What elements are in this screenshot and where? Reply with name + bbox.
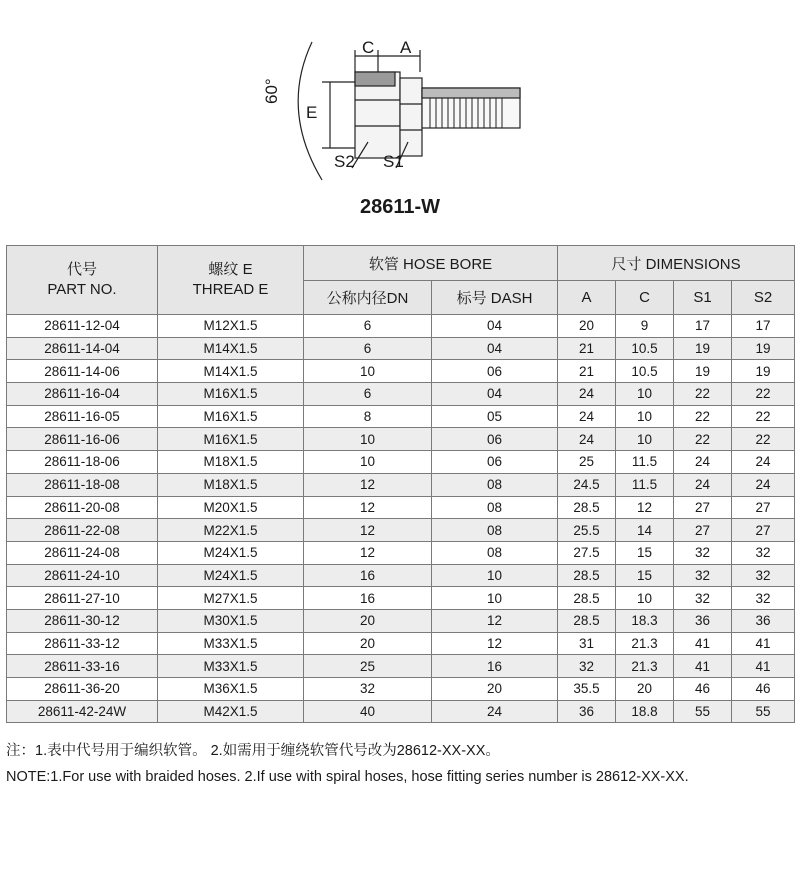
table-cell: 28611-14-04 — [7, 337, 158, 360]
table-cell: 08 — [432, 473, 558, 496]
table-cell: M27X1.5 — [158, 587, 304, 610]
table-cell: 28.5 — [558, 587, 616, 610]
table-cell: 06 — [432, 451, 558, 474]
header-thread — [158, 246, 304, 315]
table-cell: 18.3 — [616, 609, 674, 632]
table-body — [7, 315, 795, 723]
table-cell: M18X1.5 — [158, 451, 304, 474]
table-cell: 24 — [558, 428, 616, 451]
table-cell: 32 — [732, 587, 795, 610]
table-cell: 25.5 — [558, 519, 616, 542]
table-cell: 14 — [616, 519, 674, 542]
table-row — [7, 519, 795, 542]
table-cell: 16 — [432, 655, 558, 678]
table-cell: 32 — [732, 564, 795, 587]
table-cell: 17 — [674, 315, 732, 338]
table-cell: M16X1.5 — [158, 428, 304, 451]
table-cell: 32 — [732, 541, 795, 564]
table-cell: 22 — [732, 428, 795, 451]
table-row — [7, 700, 795, 723]
table-cell: 6 — [304, 337, 432, 360]
table-cell: 21.3 — [616, 632, 674, 655]
table-cell: 27.5 — [558, 541, 616, 564]
header-part-en: PART NO. — [47, 281, 117, 298]
dim-label-s1: S1 — [383, 152, 404, 171]
table-cell: 27 — [674, 519, 732, 542]
dim-label-a: A — [400, 38, 412, 57]
table-cell: 10 — [616, 587, 674, 610]
dim-label-s2: S2 — [334, 152, 355, 171]
table-cell: 28611-33-16 — [7, 655, 158, 678]
table-cell: 20 — [432, 678, 558, 701]
table-cell: 12 — [304, 541, 432, 564]
table-cell: 28.5 — [558, 496, 616, 519]
header-c: C — [616, 281, 674, 315]
table-row — [7, 315, 795, 338]
table-cell: 28611-42-24W — [7, 700, 158, 723]
table-cell: 22 — [732, 383, 795, 406]
table-cell: 12 — [432, 632, 558, 655]
dim-label-angle: 60° — [262, 78, 281, 104]
table-cell: 24 — [674, 473, 732, 496]
table-cell: 28.5 — [558, 609, 616, 632]
table-cell: 11.5 — [616, 451, 674, 474]
table-row — [7, 451, 795, 474]
table-cell: 31 — [558, 632, 616, 655]
table-cell: 20 — [304, 632, 432, 655]
table-cell: 46 — [674, 678, 732, 701]
header-hose-bore: 软管 HOSE BORE — [304, 246, 558, 281]
table-cell: M12X1.5 — [158, 315, 304, 338]
table-cell: 28611-30-12 — [7, 609, 158, 632]
table-cell: 28611-24-08 — [7, 541, 158, 564]
table-cell: 04 — [432, 315, 558, 338]
table-cell: 35.5 — [558, 678, 616, 701]
notes — [6, 738, 689, 790]
table-cell: 22 — [674, 383, 732, 406]
model-title: 28611-W — [359, 196, 441, 218]
table-cell: 19 — [732, 360, 795, 383]
table-row — [7, 609, 795, 632]
table-cell: M33X1.5 — [158, 655, 304, 678]
table-cell: M22X1.5 — [158, 519, 304, 542]
table-cell: 10 — [432, 587, 558, 610]
table-cell: 12 — [304, 473, 432, 496]
table-cell: 46 — [732, 678, 795, 701]
table-cell: 20 — [304, 609, 432, 632]
header-part-cn: 代号 — [66, 261, 97, 278]
table-row — [7, 678, 795, 701]
table-cell: 32 — [674, 541, 732, 564]
table-cell: 10 — [304, 428, 432, 451]
table-cell: 27 — [732, 519, 795, 542]
table-row — [7, 655, 795, 678]
table-cell: M20X1.5 — [158, 496, 304, 519]
table-cell: M30X1.5 — [158, 609, 304, 632]
table-cell: 28611-18-06 — [7, 451, 158, 474]
table-cell: 08 — [432, 519, 558, 542]
table-cell: M42X1.5 — [158, 700, 304, 723]
table-cell: 18.8 — [616, 700, 674, 723]
table-row — [7, 587, 795, 610]
table-cell: 28.5 — [558, 564, 616, 587]
header-dash: 标号 DASH — [432, 281, 558, 315]
table-cell: 9 — [616, 315, 674, 338]
spec-table — [6, 245, 795, 723]
header-thread-cn: 螺纹 E — [208, 261, 253, 278]
table-cell: 10 — [304, 451, 432, 474]
table-cell: 41 — [674, 632, 732, 655]
table-cell: 11.5 — [616, 473, 674, 496]
table-cell: 19 — [674, 337, 732, 360]
table-row — [7, 337, 795, 360]
table-cell: 10 — [616, 383, 674, 406]
table-cell: 10 — [304, 360, 432, 383]
table-cell: 28611-16-06 — [7, 428, 158, 451]
header-s2: S2 — [732, 281, 795, 315]
header-s1: S1 — [674, 281, 732, 315]
table-cell: 24 — [732, 451, 795, 474]
table-cell: 12 — [616, 496, 674, 519]
dim-label-c: C — [362, 38, 375, 57]
table-cell: 28611-18-08 — [7, 473, 158, 496]
table-cell: 08 — [432, 496, 558, 519]
table-row — [7, 383, 795, 406]
table-cell: 22 — [674, 428, 732, 451]
header-a: A — [558, 281, 616, 315]
table-cell: 04 — [432, 383, 558, 406]
table-cell: 28611-16-05 — [7, 405, 158, 428]
table-cell: 15 — [616, 541, 674, 564]
table-cell: 06 — [432, 360, 558, 383]
table-cell: 28611-33-12 — [7, 632, 158, 655]
table-cell: 21.3 — [616, 655, 674, 678]
table-cell: M24X1.5 — [158, 541, 304, 564]
table-cell: M36X1.5 — [158, 678, 304, 701]
hex-body — [400, 78, 422, 156]
table-row — [7, 428, 795, 451]
table-cell: 32 — [674, 587, 732, 610]
table-cell: 12 — [304, 519, 432, 542]
table-cell: 10.5 — [616, 337, 674, 360]
table-cell: 10 — [432, 564, 558, 587]
table-cell: 10.5 — [616, 360, 674, 383]
table-cell: 16 — [304, 587, 432, 610]
table-cell: 6 — [304, 383, 432, 406]
table-cell: 8 — [304, 405, 432, 428]
table-cell: 24.5 — [558, 473, 616, 496]
table-cell: 24 — [732, 473, 795, 496]
table-cell: 24 — [432, 700, 558, 723]
table-cell: 04 — [432, 337, 558, 360]
table-cell: M16X1.5 — [158, 405, 304, 428]
table-cell: 28611-14-06 — [7, 360, 158, 383]
table-cell: 21 — [558, 360, 616, 383]
table-row — [7, 564, 795, 587]
note-cn: 注：1.表中代号用于编织软管。 2.如需用于缠绕软管代号改为28612-XX-XX。 — [6, 743, 500, 759]
table-cell: 17 — [732, 315, 795, 338]
table-cell: 16 — [304, 564, 432, 587]
table-cell: 12 — [432, 609, 558, 632]
header-part-no — [7, 246, 158, 315]
table-cell: 10 — [616, 405, 674, 428]
table-cell: 19 — [732, 337, 795, 360]
table-row — [7, 360, 795, 383]
table-cell: 55 — [732, 700, 795, 723]
table-cell: M14X1.5 — [158, 337, 304, 360]
table-cell: 6 — [304, 315, 432, 338]
table-cell: 27 — [732, 496, 795, 519]
table-cell: 20 — [558, 315, 616, 338]
table-cell: 41 — [732, 632, 795, 655]
table-cell: 25 — [304, 655, 432, 678]
table-row — [7, 632, 795, 655]
table-row — [7, 496, 795, 519]
table-cell: 41 — [674, 655, 732, 678]
table-cell: M14X1.5 — [158, 360, 304, 383]
table-cell: 10 — [616, 428, 674, 451]
table-cell: 06 — [432, 428, 558, 451]
table-cell: 22 — [674, 405, 732, 428]
table-cell: 22 — [732, 405, 795, 428]
table-cell: 36 — [674, 609, 732, 632]
table-cell: 28611-20-08 — [7, 496, 158, 519]
table-cell: 36 — [558, 700, 616, 723]
dim-label-e: E — [306, 103, 318, 122]
table-row — [7, 405, 795, 428]
table-cell: 41 — [732, 655, 795, 678]
table-cell: 24 — [558, 405, 616, 428]
table-cell: 08 — [432, 541, 558, 564]
table-row — [7, 541, 795, 564]
table-cell: 40 — [304, 700, 432, 723]
table-row — [7, 473, 795, 496]
table-cell: 32 — [558, 655, 616, 678]
note-en: NOTE:1.For use with braided hoses. 2.If use with spiral hoses, hose fitting series number is 28612-XX-XX. — [6, 769, 689, 785]
table-cell: 28611-27-10 — [7, 587, 158, 610]
table-cell: 05 — [432, 405, 558, 428]
table-cell: 32 — [674, 564, 732, 587]
table-cell: 21 — [558, 337, 616, 360]
table-cell: 28611-16-04 — [7, 383, 158, 406]
table-cell: 55 — [674, 700, 732, 723]
table-cell: 28611-12-04 — [7, 315, 158, 338]
table-cell: M16X1.5 — [158, 383, 304, 406]
table-cell: 24 — [558, 383, 616, 406]
table-cell: 24 — [674, 451, 732, 474]
table-cell: 25 — [558, 451, 616, 474]
table-cell: 19 — [674, 360, 732, 383]
header-dn: 公称内径DN — [304, 281, 432, 315]
header-thread-en: THREAD E — [192, 281, 269, 298]
table-cell: 15 — [616, 564, 674, 587]
table-cell: 28611-24-10 — [7, 564, 158, 587]
table-cell: 28611-22-08 — [7, 519, 158, 542]
table-cell: 12 — [304, 496, 432, 519]
table-cell: 20 — [616, 678, 674, 701]
table-cell: M18X1.5 — [158, 473, 304, 496]
table-cell: 27 — [674, 496, 732, 519]
header-dimensions: 尺寸 DIMENSIONS — [558, 246, 795, 281]
table-cell: 32 — [304, 678, 432, 701]
table-cell: M24X1.5 — [158, 564, 304, 587]
table-cell: 28611-36-20 — [7, 678, 158, 701]
table-cell: M33X1.5 — [158, 632, 304, 655]
table-cell: 36 — [732, 609, 795, 632]
